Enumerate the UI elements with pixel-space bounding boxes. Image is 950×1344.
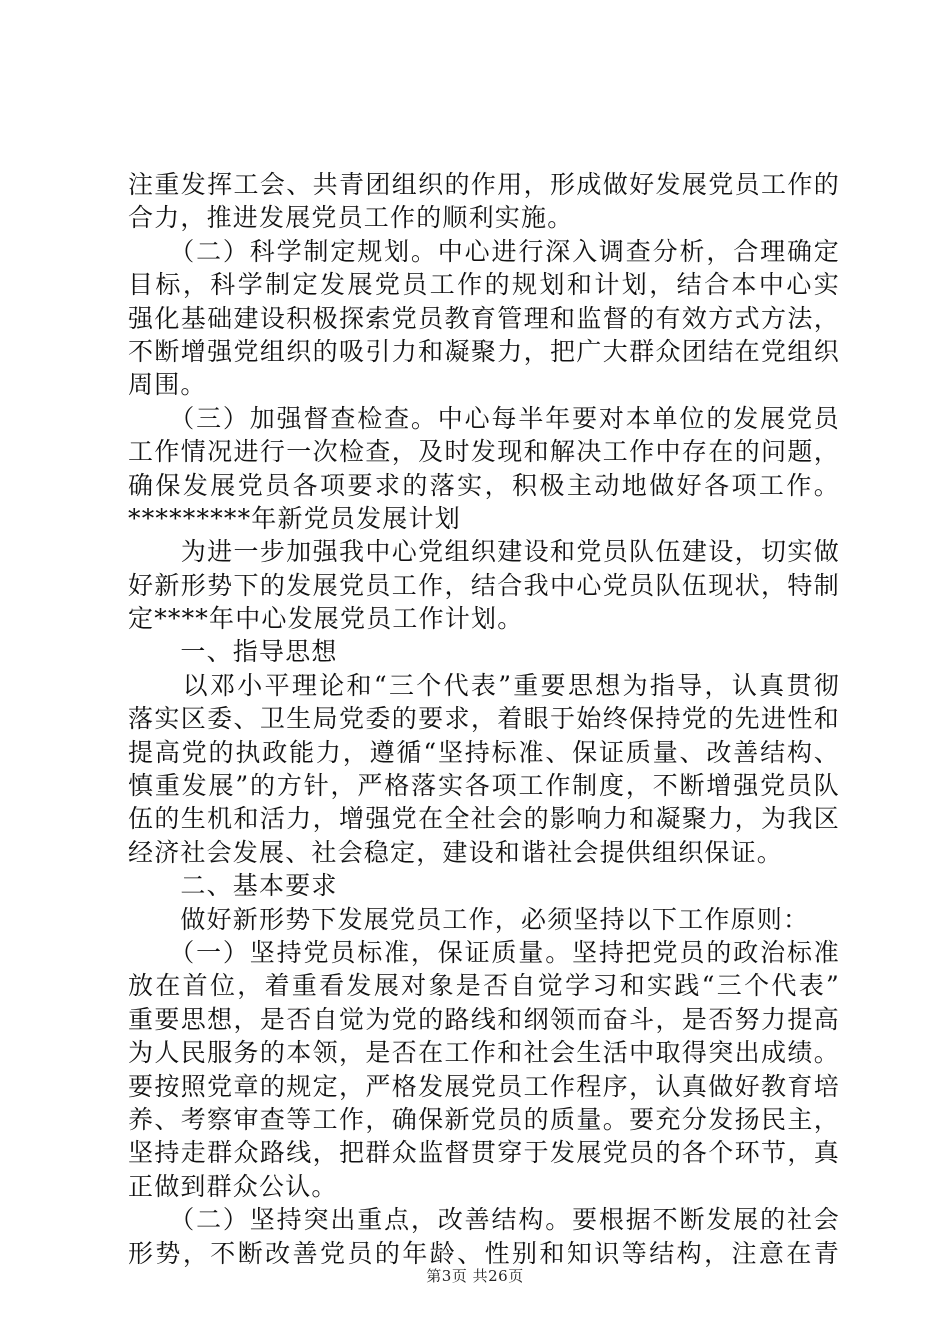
text-line: 重要思想，是否自觉为党的路线和纲领而奋斗，是否努力提高: [128, 1004, 840, 1034]
text-line: （一）坚持党员标准，保证质量。坚持把党员的政治标准: [128, 937, 840, 967]
text-line: 二、基本要求: [128, 871, 338, 901]
text-line: 不断增强党组织的吸引力和凝聚力，把广大群众团结在党组织: [128, 336, 840, 366]
text-line: 一、指导思想: [128, 637, 338, 667]
page-footer: 第3页 共26页: [426, 1267, 524, 1285]
text-line: （二）科学制定规划。中心进行深入调查分析，合理确定: [128, 236, 840, 266]
text-line: （二）坚持突出重点，改善结构。要根据不断发展的社会: [128, 1205, 840, 1235]
text-line: 合力，推进发展党员工作的顺利实施。: [128, 203, 574, 233]
text-line: 提高党的执政能力，遵循“坚持标准、保证质量、改善结构、: [128, 737, 840, 767]
text-line: 伍的生机和活力，增强党在全社会的影响力和凝聚力，为我区: [128, 804, 840, 834]
text-line: 形势，不断改善党员的年龄、性别和知识等结构，注意在青: [128, 1238, 840, 1268]
text-line: 养、考察审查等工作，确保新党员的质量。要充分发扬民主，: [128, 1104, 840, 1134]
text-line: 注重发挥工会、共青团组织的作用，形成做好发展党员工作的: [128, 170, 840, 199]
text-line: 要按照党章的规定，严格发展党员工作程序，认真做好教育培: [128, 1071, 840, 1101]
text-line: 落实区委、卫生局党委的要求，着眼于始终保持党的先进性和: [128, 704, 840, 734]
text-line: 工作情况进行一次检查，及时发现和解决工作中存在的问题，: [128, 437, 840, 467]
text-line: 为进一步加强我中心党组织建设和党员队伍建设，切实做: [128, 537, 840, 567]
text-line: *********年新党员发展计划: [128, 503, 461, 533]
text-line: 为人民服务的本领，是否在工作和社会生活中取得突出成绩。: [128, 1038, 840, 1068]
text-line: 经济社会发展、社会稳定，建设和谐社会提供组织保证。: [128, 837, 784, 867]
text-line: 定****年中心发展党员工作计划。: [128, 604, 524, 634]
text-line: 周围。: [128, 370, 207, 400]
text-line: 做好新形势下发展党员工作，必须坚持以下工作原则：: [128, 904, 810, 934]
text-line: 坚持走群众路线，把群众监督贯穿于发展党员的各个环节，真: [128, 1138, 840, 1168]
text-line: 强化基础建设积极探索党员教育管理和监督的有效方式方法，: [128, 303, 840, 333]
document-body: [128, 168, 840, 1270]
text-line: 确保发展党员各项要求的落实，积极主动地做好各项工作。: [128, 470, 840, 500]
text-line: 目标，科学制定发展党员工作的规划和计划，结合本中心实: [128, 270, 840, 300]
text-line: 放在首位，着重看发展对象是否自觉学习和实践“三个代表”: [128, 971, 840, 1001]
text-line: 好新形势下的发展党员工作，结合我中心党员队伍现状，特制: [128, 570, 840, 600]
text-line: 以邓小平理论和“三个代表”重要思想为指导，认真贯彻: [128, 670, 840, 700]
text-line: 慎重发展”的方针，严格落实各项工作制度，不断增强党员队: [128, 771, 840, 801]
text-line: （三）加强督查检查。中心每半年要对本单位的发展党员: [128, 403, 840, 433]
text-line: 正做到群众公认。: [128, 1171, 338, 1201]
